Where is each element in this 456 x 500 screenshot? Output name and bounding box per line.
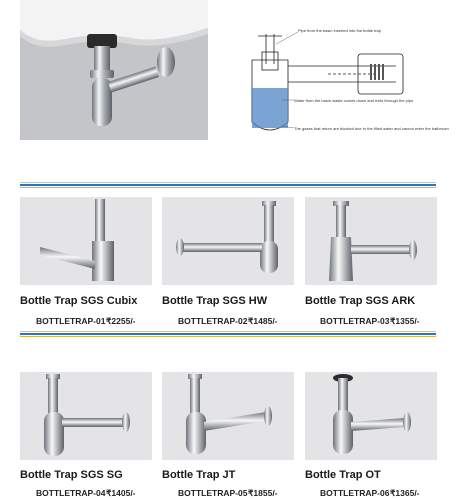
bottle-trap-photo-illustration (20, 0, 208, 140)
product-name[interactable]: Bottle Trap JT (162, 469, 236, 481)
bottle-trap-cross-section-diagram (228, 4, 449, 154)
product-price: ₹1355/- (390, 316, 420, 326)
hero-product-photo (20, 0, 208, 140)
product-image-jt[interactable] (162, 372, 294, 460)
product-image-cubix[interactable] (20, 197, 152, 285)
product-price: ₹1485/- (248, 316, 278, 326)
product-image-ot[interactable] (305, 372, 437, 460)
product-code: BOTTLETRAP-03 (320, 316, 390, 326)
product-code: BOTTLETRAP-05 (178, 488, 248, 498)
diagram-label-bottom: The gases that return are blocked due to the filled water and cannot enter the bathroom (294, 126, 449, 131)
product-price: ₹1365/- (390, 488, 420, 498)
section-divider (20, 182, 436, 188)
product-image-sg[interactable] (20, 372, 152, 460)
product-name[interactable]: Bottle Trap SGS SG (20, 469, 123, 481)
product-image-hw[interactable] (162, 197, 294, 285)
diagram-label-mid: Water from the basin waste comes down and exits through the pipe (294, 98, 414, 103)
diagram-label-top: Pipe from the basin inserted into the bottle trap (298, 28, 381, 33)
product-name[interactable]: Bottle Trap SGS Cubix (20, 295, 138, 307)
product-price: ₹1855/- (248, 488, 278, 498)
product-image-ark[interactable] (305, 197, 437, 285)
product-code: BOTTLETRAP-02 (178, 316, 248, 326)
product-code: BOTTLETRAP-01 (36, 316, 106, 326)
product-name[interactable]: Bottle Trap SGS ARK (305, 295, 416, 307)
product-name[interactable]: Bottle Trap SGS HW (162, 295, 268, 307)
product-price: ₹1405/- (106, 488, 136, 498)
water-seal-icon (252, 88, 288, 128)
section-divider (20, 331, 436, 337)
product-code: BOTTLETRAP-06 (320, 488, 390, 498)
product-code: BOTTLETRAP-04 (36, 488, 106, 498)
product-name[interactable]: Bottle Trap OT (305, 469, 381, 481)
product-price: ₹2255/- (106, 316, 136, 326)
